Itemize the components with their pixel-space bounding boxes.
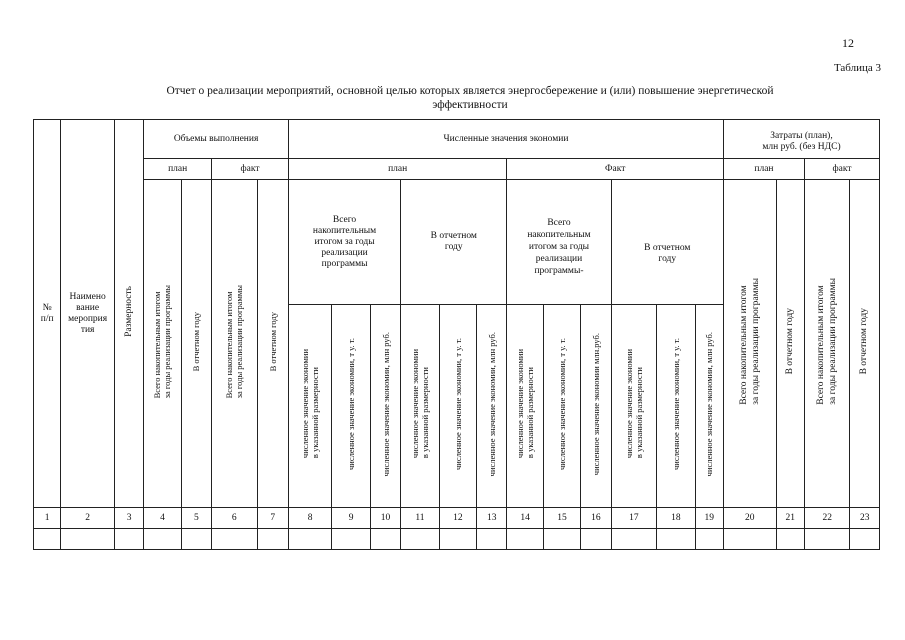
header-col-11-text: численное значение экономии в указанной размерности bbox=[409, 349, 430, 459]
header-col-21 bbox=[776, 180, 804, 508]
header-zatraty: Затраты (план), млн руб. (без НДС) bbox=[724, 120, 880, 159]
column-number: 11 bbox=[401, 508, 439, 529]
empty-cell bbox=[34, 529, 61, 550]
empty-cell bbox=[724, 529, 777, 550]
column-number: 9 bbox=[332, 508, 370, 529]
group-fakt-otchetnyi: В отчетном году bbox=[611, 180, 723, 305]
empty-cell bbox=[611, 529, 657, 550]
header-col-18-text: численное значение экономии, т у. т. bbox=[670, 338, 681, 470]
empty-data-row bbox=[34, 529, 880, 550]
column-number: 6 bbox=[212, 508, 258, 529]
header-col-18 bbox=[657, 305, 695, 508]
group-plan-otchetnyi: В отчетном году bbox=[401, 180, 507, 305]
header-col-15-text: численное значение экономии, т у. т. bbox=[557, 338, 568, 470]
header-col-21-text: В отчетном году bbox=[784, 308, 795, 375]
header-ekon-plan: план bbox=[288, 159, 506, 180]
empty-cell bbox=[543, 529, 580, 550]
header-col-15 bbox=[543, 305, 580, 508]
column-number: 20 bbox=[724, 508, 777, 529]
header-zatraty-plan: план bbox=[724, 159, 805, 180]
page-number: 12 bbox=[842, 36, 854, 50]
column-number: 8 bbox=[288, 508, 332, 529]
empty-cell bbox=[477, 529, 507, 550]
empty-cell bbox=[257, 529, 288, 550]
header-col-4-text: Всего накопительным итогом за годы реализации программы bbox=[152, 284, 173, 399]
column-number: 16 bbox=[581, 508, 611, 529]
column-number: 14 bbox=[507, 508, 543, 529]
header-col-12 bbox=[439, 305, 476, 508]
header-col-7 bbox=[257, 180, 288, 508]
column-number: 10 bbox=[370, 508, 400, 529]
header-col-6-text: Всего накопительным итогом за годы реализации программы bbox=[224, 284, 245, 399]
empty-cell bbox=[212, 529, 258, 550]
column-number: 4 bbox=[144, 508, 181, 529]
header-col-10 bbox=[370, 305, 400, 508]
empty-cell bbox=[332, 529, 370, 550]
empty-cell bbox=[439, 529, 476, 550]
header-col-5 bbox=[181, 180, 211, 508]
header-col-22 bbox=[804, 180, 850, 508]
header-col-9 bbox=[332, 305, 370, 508]
column-number: 5 bbox=[181, 508, 211, 529]
header-zatraty-fakt: факт bbox=[804, 159, 879, 180]
header-col-4 bbox=[144, 180, 181, 508]
empty-cell bbox=[507, 529, 543, 550]
header-name: Наимено вание мероприя тия bbox=[61, 120, 115, 508]
header-col-20-text: Всего накопительным итогом за годы реализации программы bbox=[738, 278, 761, 405]
header-col-23-text: В отчетном году bbox=[859, 308, 870, 375]
column-number: 2 bbox=[61, 508, 115, 529]
header-objem-plan: план bbox=[144, 159, 212, 180]
header-col-16 bbox=[581, 305, 611, 508]
column-number: 17 bbox=[611, 508, 657, 529]
group-fakt-vsego: Всего накопительным итогом за годы реализации программы- bbox=[507, 180, 611, 305]
column-number: 22 bbox=[804, 508, 850, 529]
report-title-line-1: Отчет о реализации мероприятий, основной целью которых является энергосбережение и (или) повышение энергетической bbox=[166, 85, 774, 97]
empty-cell bbox=[581, 529, 611, 550]
header-col-16-text: численное значение экономии млн.руб. bbox=[590, 332, 601, 476]
column-number-row bbox=[34, 508, 880, 529]
header-col-14-text: численное значение экономии в указанной размерности bbox=[515, 349, 536, 459]
table-label: Таблица 3 bbox=[833, 62, 881, 74]
header-col-14 bbox=[507, 305, 543, 508]
empty-cell bbox=[181, 529, 211, 550]
report-table bbox=[33, 119, 880, 550]
report-title bbox=[120, 84, 820, 112]
empty-cell bbox=[288, 529, 332, 550]
header-col-5-text: В отчетном году bbox=[191, 311, 202, 372]
header-ekonomiya: Численные значения экономии bbox=[288, 120, 723, 159]
empty-cell bbox=[657, 529, 695, 550]
empty-cell bbox=[144, 529, 181, 550]
header-col-13-text: численное значение экономии, млн руб. bbox=[486, 331, 497, 477]
empty-cell bbox=[370, 529, 400, 550]
header-col-12-text: численное значение экономии, т у. т. bbox=[452, 338, 463, 470]
header-col-19-text: численное значение экономии, млн руб. bbox=[704, 331, 715, 477]
header-col-6 bbox=[212, 180, 258, 508]
header-col-13 bbox=[477, 305, 507, 508]
column-number: 3 bbox=[114, 508, 143, 529]
header-col-7-text: В отчетном году bbox=[267, 311, 278, 372]
header-objem-fakt: факт bbox=[212, 159, 289, 180]
column-number: 23 bbox=[850, 508, 880, 529]
column-number: 13 bbox=[477, 508, 507, 529]
empty-cell bbox=[61, 529, 115, 550]
header-col-10-text: численное значение экономии, млн руб. bbox=[380, 331, 391, 477]
column-number: 12 bbox=[439, 508, 476, 529]
empty-cell bbox=[776, 529, 804, 550]
header-col-11 bbox=[401, 305, 439, 508]
column-number: 21 bbox=[776, 508, 804, 529]
header-col-17 bbox=[611, 305, 657, 508]
header-col-22-text: Всего накопительным итогом за годы реализации программы bbox=[816, 278, 839, 405]
column-number: 7 bbox=[257, 508, 288, 529]
group-plan-vsego: Всего накопительным итогом за годы реализации программы bbox=[288, 180, 400, 305]
header-razmernost bbox=[114, 120, 143, 508]
column-number: 19 bbox=[695, 508, 723, 529]
column-number: 15 bbox=[543, 508, 580, 529]
empty-cell bbox=[114, 529, 143, 550]
header-col-17-text: численное значение экономии в указанной размерности bbox=[623, 349, 644, 459]
header-objem: Объемы выполнения bbox=[144, 120, 289, 159]
column-number: 1 bbox=[34, 508, 61, 529]
header-col-23 bbox=[850, 180, 880, 508]
header-num: № п/п bbox=[34, 120, 61, 508]
header-col-19 bbox=[695, 305, 723, 508]
header-col-8 bbox=[288, 305, 332, 508]
header-ekon-fakt: Факт bbox=[507, 159, 724, 180]
header-col-9-text: численное значение экономии, т у. т. bbox=[346, 338, 357, 470]
header-col-8-text: численное значение экономии в указанной размерности bbox=[300, 349, 321, 459]
column-number: 18 bbox=[657, 508, 695, 529]
empty-cell bbox=[850, 529, 880, 550]
empty-cell bbox=[401, 529, 439, 550]
empty-cell bbox=[695, 529, 723, 550]
report-title-line-2: эффективности bbox=[432, 99, 508, 111]
header-razmernost-text: Размерность bbox=[123, 286, 134, 337]
header-col-20 bbox=[724, 180, 777, 508]
empty-cell bbox=[804, 529, 850, 550]
